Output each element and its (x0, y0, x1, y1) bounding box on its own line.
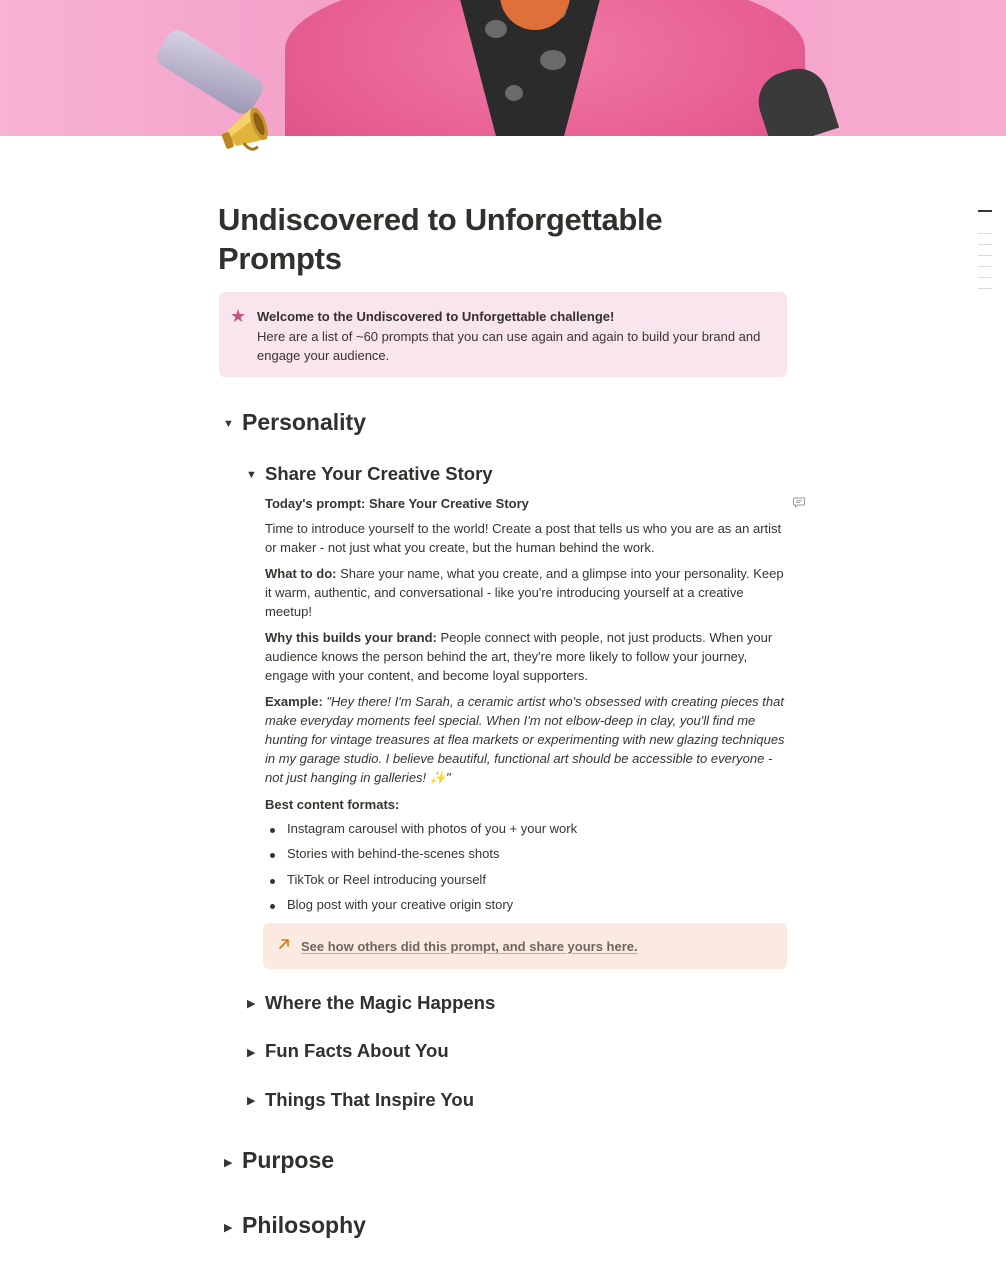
arrow-up-right-icon (277, 937, 291, 951)
heading-personality: Personality (242, 409, 366, 435)
toggle-closed-icon[interactable]: ▶ (247, 1047, 256, 1059)
toggle-closed-icon[interactable]: ▶ (247, 998, 256, 1010)
heading-purpose[interactable]: Purpose (242, 1147, 335, 1173)
toggle-closed-icon[interactable]: ▶ (247, 1095, 256, 1107)
toggle-open-icon[interactable]: ▼ (223, 418, 234, 430)
heading-inspire[interactable]: Things That Inspire You (265, 1089, 474, 1110)
what-to-do-paragraph: What to do: Share your name, what you create, and a glimpse into your personality. Keep it warm, authentic, and conversational - like you're introducing yourself at a creative meetup! (265, 566, 784, 619)
example-paragraph: Example: "Hey there! I'm Sarah, a ceramic artist who's obsessed with creating pieces that make everyday moments feel special. When I'm not elbow-deep in clay, you'll find me hunting for vintage treasures at flea markets or experimenting with new glazing techniques in my garage studio. I believe beautiful, functional art should be accessible to everyone - not just hanging in galleries! ✨" (265, 694, 785, 785)
heading-magic[interactable]: Where the Magic Happens (265, 992, 496, 1013)
callout-body: Here are a list of ~60 prompts that you can use again and again to build your brand and engage your audience. (257, 329, 761, 363)
star-icon: ★ (230, 306, 247, 326)
toggle-open-icon[interactable]: ▼ (246, 469, 257, 481)
page-cover-image (0, 0, 1006, 136)
community-link-callout[interactable] (263, 923, 787, 969)
prompt-label: Today's prompt: Share Your Creative Story (265, 496, 529, 511)
welcome-callout (219, 292, 787, 377)
toggle-closed-icon[interactable]: ▶ (224, 1222, 233, 1234)
megaphone-icon[interactable] (218, 100, 284, 162)
formats-label: Best content formats: (265, 797, 400, 812)
why-paragraph: Why this builds your brand: People connect with people, not just products. When your audience knows the person behind the art, they're more likely to follow your journey, engage with your content, and become loyal supporters. (265, 630, 773, 683)
comment-icon[interactable] (793, 497, 805, 508)
toggle-closed-icon[interactable]: ▶ (224, 1157, 233, 1169)
intro-paragraph: Time to introduce yourself to the world! Create a post that tells us who you are as an artist or maker - not just what you create, but the human behind the work. (265, 521, 782, 555)
page-outline[interactable] (978, 210, 992, 299)
community-link[interactable]: See how others did this prompt, and share yours here. (301, 939, 638, 954)
callout-title: Welcome to the Undiscovered to Unforgettable challenge! (257, 309, 615, 324)
heading-philosophy[interactable]: Philosophy (242, 1212, 366, 1238)
heading-share-story: Share Your Creative Story (265, 463, 493, 484)
page-title[interactable]: Undiscovered to Unforgettable Prompts (218, 202, 663, 276)
heading-fun-facts[interactable]: Fun Facts About You (265, 1040, 449, 1061)
